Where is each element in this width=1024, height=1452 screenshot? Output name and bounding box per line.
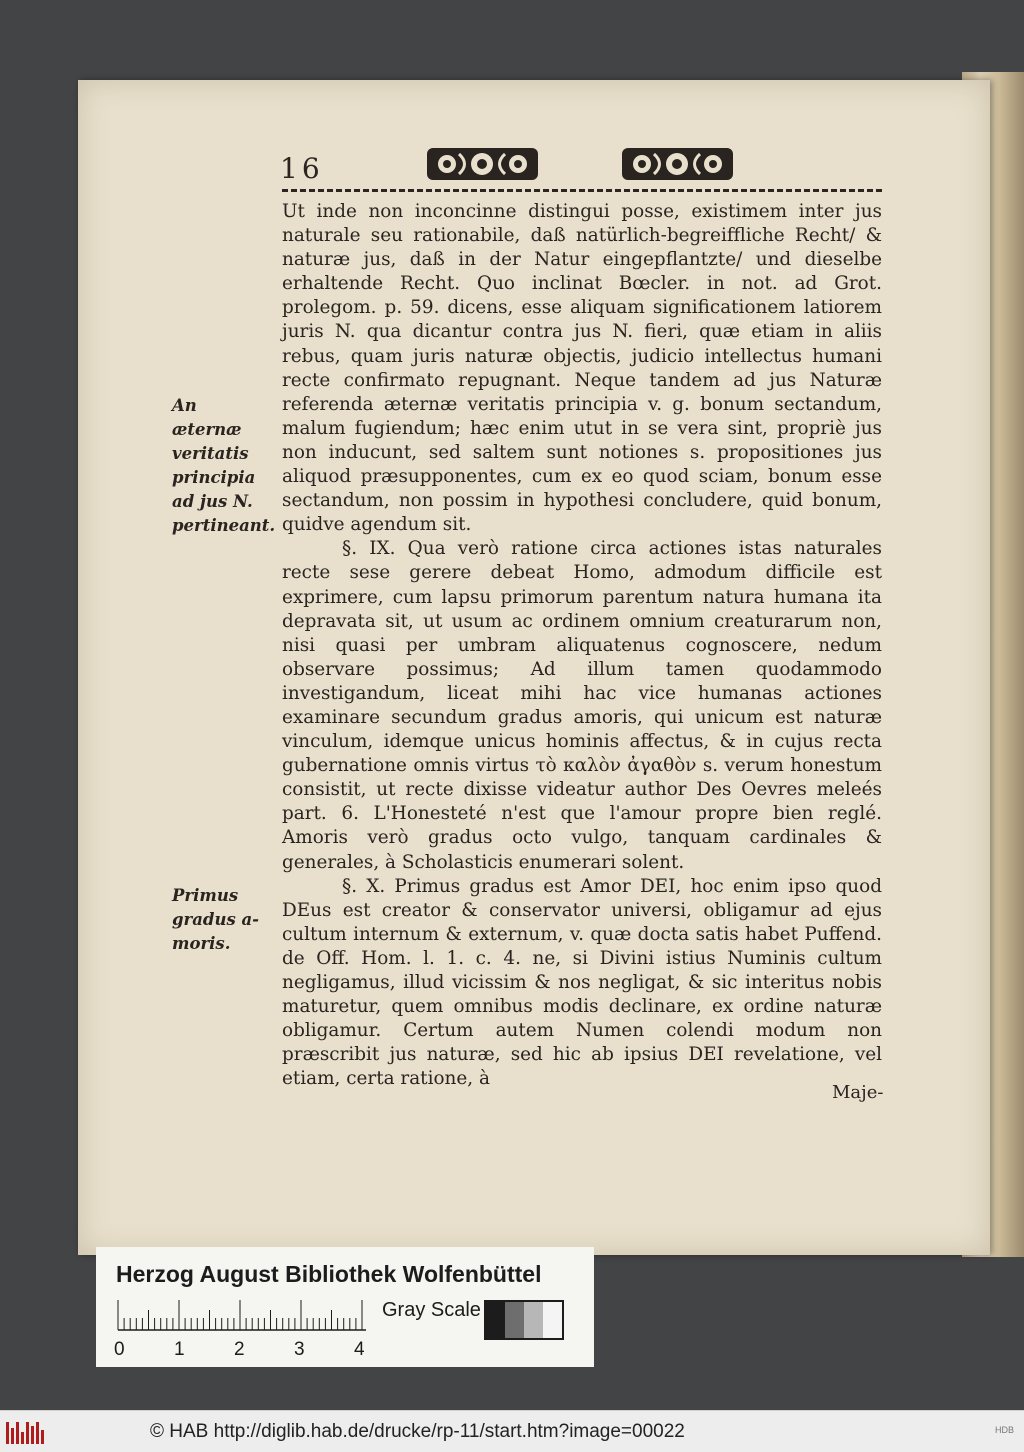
copyright-link[interactable]: © HAB http://diglib.hab.de/drucke/rp-11/start.htm?image=00022 <box>150 1421 685 1442</box>
paragraph-intro: Ut inde non inconcinne distingui posse, existimem inter jus naturale seu rationabile, daß natürlich-begreiffliche Recht/ & naturæ jus, daß in der Natur eingepflantzte/ und dieselbe erhaltende Recht. Quo inclinat Bœcler. in not. ad Grot. prolegom. p. 59. dicens, esse aliquam significationem latiorem juris N. qua dicantur contra jus N. fieri, quæ etiam in aliis rebus, quam juris naturæ objectis, judicio intellectus humani recte confirmato repugnant. Neque tandem ad jus Naturæ referenda æternæ veritatis principia v. g. bonum sectandum, malum fugiendum; hæc enim utut in se vera sint, propriè jus non inducunt, sed saltem sunt notiones s. propositiones jus aliquod præsupponentes, cum ex eo quod sciam, bonum esse sectandum, non possim in hypothesi concludere, quid bonum, quidve agendum sit. <box>282 201 882 536</box>
page-body-text <box>282 200 882 1091</box>
ruler-scale <box>116 1299 368 1331</box>
footer-bar <box>0 1410 1024 1452</box>
floral-ornament-icon <box>425 142 540 186</box>
paragraph-section-9: §. IX. Qua verò ratione circa actiones istas naturales recte sese gerere debeat Homo, admodum difficile est exprimere, cum lapsu primorum parentum natura humana ita depravata sit, ut usum ac ordinem omnium creaturarum non, nisi quasi per umbram aliquatenus cognoscere, nedum observare possimus; Ad illum tamen quodammodo investigandum, liceat mihi hac vice humanas actiones examinare secundum gradus amoris, qui unicum est naturæ vinculum, idemque unicus hominis affectus, & in cujus recta gubernatione omnis virtus τὸ καλὸν ἀγαθὸν s. verum honestum consistit, ut recte dixisse videatur author Des Oevres meleés part. 6. L'Honesteté n'est que l'amour propre bien reglé. Amoris verò gradus octo vulgo, tanquam cardinales & generales, à Scholasticis enumerari solent. <box>282 538 882 873</box>
library-name: Herzog August Bibliothek Wolfenbüttel <box>116 1261 542 1287</box>
gray-scale-label: Gray Scale <box>382 1299 481 1321</box>
margin-note-line: pertineant. <box>172 516 276 535</box>
ruler-number: 1 <box>174 1339 185 1360</box>
ruler-number: 3 <box>294 1339 305 1360</box>
paragraph-section-10: §. X. Primus gradus est Amor DEI, hoc enim ipso quod DEus est creator & conservator universi, obligamur ad ejus cultum internum & externum, v. quæ docta satis habet Puffend. de Off. Hom. l. 1. c. 4. ne, si Divini istius Numinis cultum negligamus, illud vicissim & nos negligat, & sic interitus nobis maturetur, quem omnibus modis declinare, ex ordine naturæ obligamur. Certum autem Numen colendi modum non præscribit jus naturæ, sed hic ab ipsius DEI revelatione, vel etiam, certa ratione, à <box>282 875 882 1090</box>
footer-mini-text: HDB <box>994 1425 1014 1435</box>
gray-scale-swatches <box>484 1300 564 1340</box>
gray-swatch <box>486 1302 505 1338</box>
ruler-number: 2 <box>234 1339 245 1360</box>
margin-note-line: principia <box>172 468 256 487</box>
gray-swatch <box>505 1302 524 1338</box>
ruler-numbers <box>110 1339 380 1363</box>
margin-note-line: veritatis <box>172 444 249 463</box>
margin-note-principia <box>172 394 276 538</box>
catchword: Maje- <box>832 1082 884 1103</box>
library-scale-label <box>96 1247 594 1367</box>
hab-logo-icon <box>6 1420 44 1444</box>
floral-ornament-icon <box>620 142 735 186</box>
page-number: 16 <box>280 152 324 185</box>
ruler-number: 4 <box>354 1339 365 1360</box>
margin-note-line: An æternæ <box>172 396 242 439</box>
margin-note-line: ad jus N. <box>172 492 253 511</box>
margin-note-line: moris. <box>172 934 231 953</box>
ruler-number: 0 <box>114 1339 125 1360</box>
header-rule <box>282 189 882 192</box>
margin-note-primus-gradus <box>172 884 272 956</box>
margin-note-line: Primus <box>172 886 239 905</box>
gray-swatch <box>543 1302 562 1338</box>
margin-note-line: gradus a- <box>172 910 260 929</box>
gray-swatch <box>524 1302 543 1338</box>
